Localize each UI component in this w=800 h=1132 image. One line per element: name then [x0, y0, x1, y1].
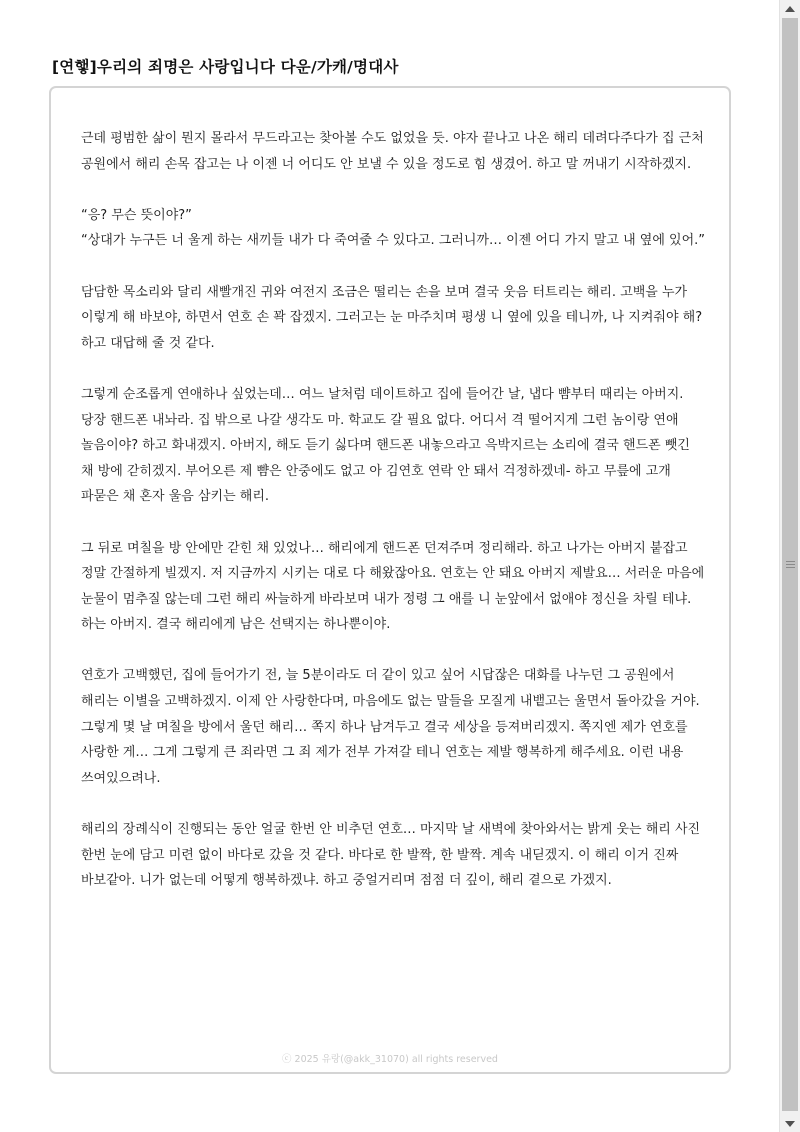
arrow-up-icon	[785, 6, 795, 12]
paragraph: 담담한 목소리와 달리 새빨개진 귀와 여전지 조금은 떨리는 손을 보며 결국 웃음 터트리는 해리. 고백을 누가 이렇게 해 바보야, 하면서 연호 손 꽉 잡겠지. 그러고는 눈 마주치며 평생 니 옆에 있을 테니까, 나 지켜줘야 해? 하고 대답해 줄 것 같다.	[81, 284, 703, 351]
vertical-scrollbar[interactable]	[779, 0, 800, 1132]
page-title: [연햏]우리의 죄명은 사랑입니다 다운/가캐/명대사	[52, 58, 399, 76]
story-body	[81, 126, 705, 894]
paragraph: 그 뒤로 며칠을 방 안에만 갇힌 채 있었나… 해리에게 핸드폰 던져주며 정리해라. 하고 나가는 아버지 붙잡고 정말 간절하게 빌겠지. 저 지금까지 시키는 대로 다 해왔잖아요. 연호는 안 돼요 아버지 제발요… 서러운 마음에 눈물이 멈추질 않는데 그런 해리 싸늘하게 바라보며 내가 정령 그 애를 니 눈앞에서 없애야 정신을 차릴 테냐. 하는 아버지. 결국 해리에게 남은 선택지는 하나뿐이야.	[81, 540, 705, 633]
paragraph: “응? 무슨 뜻이야?”	[81, 207, 192, 223]
grip-icon	[786, 561, 795, 568]
paragraph: 그렇게 순조롭게 연애하나 싶었는데… 여느 날처럼 데이트하고 집에 들어간 날, 냅다 뺨부터 때리는 아버지. 당장 핸드폰 내놔라. 집 밖으로 나갈 생각도 마. 학교도 갈 필요 없다. 어디서 격 떨어지게 그런 놈이랑 연애 놀음이야? 하고 화내겠지. 아버지, 해도 듣기 싫다며 핸드폰 내놓으라고 윽박지르는 소리에 결국 핸드폰 뺏긴 채 방에 갇히겠지. 부어오른 제 뺨은 안중에도 없고 아 김연호 연락 안 돼서 걱정하겠네- 하고 무릎에 고개 파묻은 채 혼자 울음 삼키는 해리.	[81, 386, 690, 505]
paragraph: 해리의 장례식이 진행되는 동안 얼굴 한번 안 비추던 연호… 마지막 날 새벽에 찾아와서는 밝게 웃는 해리 사진 한번 눈에 담고 미련 없이 바다로 갔을 것 같다. 바다로 한 발짝, 한 발짝. 계속 내딛겠지. 이 해리 이거 진짜 바보같아. 니가 없는데 어떻게 행복하겠냐. 하고 중얼거리며 점점 더 깊이, 해리 곁으로 가겠지.	[81, 822, 701, 889]
content-card	[49, 86, 731, 1074]
paragraph: “상대가 누구든 너 울게 하는 새끼들 내가 다 죽여줄 수 있다고. 그러니까… 이젠 어디 가지 말고 내 옆에 있어.”	[81, 233, 705, 249]
scroll-thumb[interactable]	[782, 18, 798, 1111]
scroll-down-button[interactable]	[780, 1115, 800, 1132]
arrow-down-icon	[785, 1121, 795, 1127]
paragraph: 근데 평범한 삶이 뭔지 몰라서 무드라고는 찾아볼 수도 없었을 듯. 야자 끝나고 나온 해리 데려다주다가 집 근처 공원에서 해리 손목 잡고는 나 이젠 너 어디도 안 보낼 수 있을 정도로 힘 생겼어. 하고 말 꺼내기 시작하겠지.	[81, 131, 704, 172]
paragraph: 연호가 고백했던, 집에 들어가기 전, 늘 5분이라도 더 같이 있고 싶어 시답잖은 대화를 나누던 그 공원에서 해리는 이별을 고백하겠지. 이제 안 사랑한다며, 마음에도 없는 말들을 모질게 내뱉고는 울면서 돌아갔을 거야. 그렇게 몇 날 며칠을 방에서 울던 해리… 쪽지 하나 남겨두고 결국 세상을 등져버리겠지. 쪽지엔 제가 연호를 사랑한 게… 그게 그렇게 큰 죄라면 그 죄 제가 전부 가져갈 테니 연호는 제발 행복하게 해주세요. 이런 내용 쓰여있으려나.	[81, 668, 700, 786]
scroll-up-button[interactable]	[780, 0, 800, 17]
copyright-notice: ⓒ 2025 유랑(@akk_31070) all rights reserved	[282, 1054, 498, 1065]
